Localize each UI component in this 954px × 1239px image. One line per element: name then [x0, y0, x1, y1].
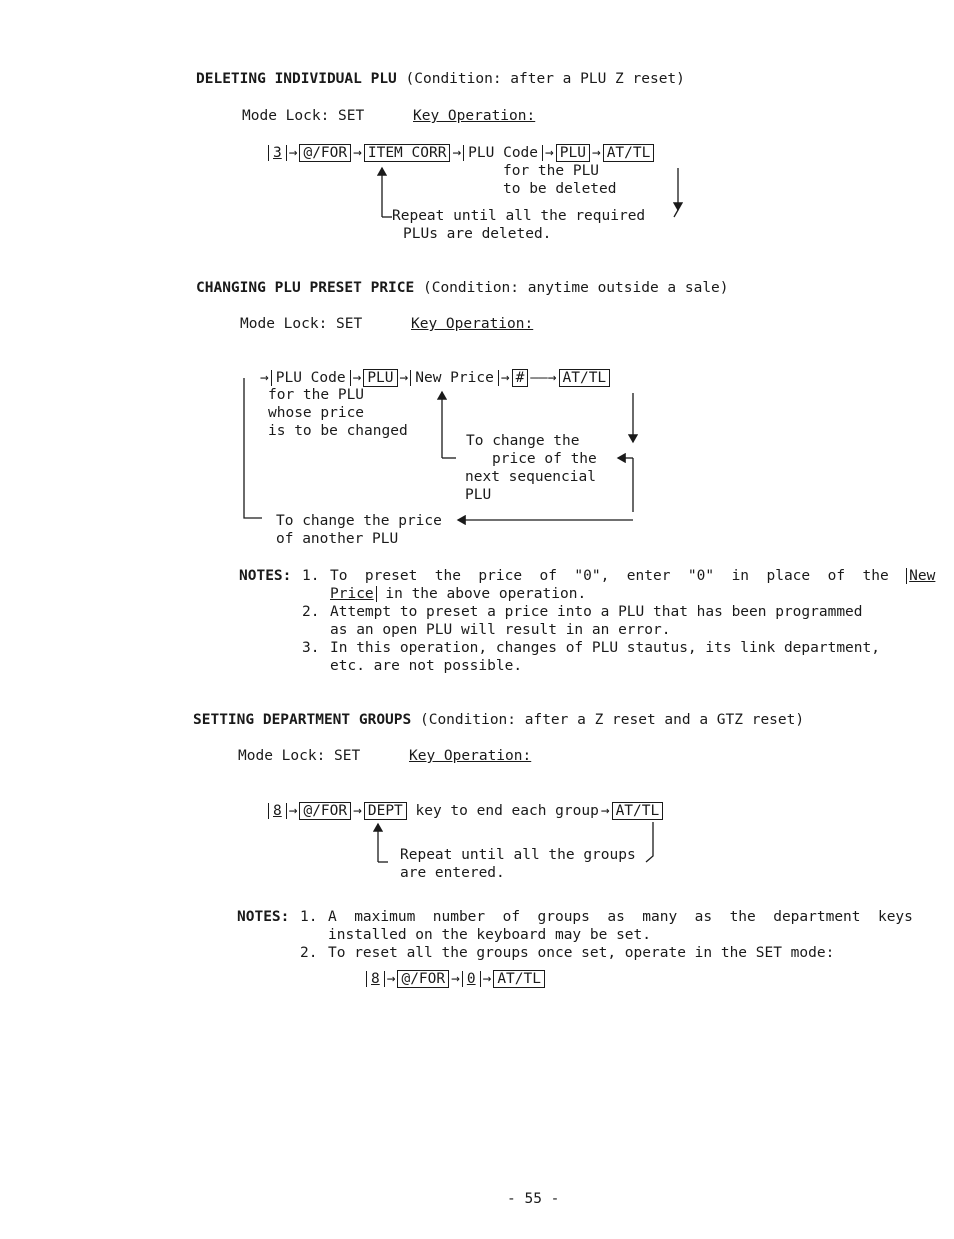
- key-number-3: 3: [268, 145, 287, 161]
- key-plu: PLU: [556, 144, 590, 162]
- note-line: In this operation, changes of PLU stautus, its link department,: [330, 640, 880, 656]
- key-at-tl: AT/TL: [612, 802, 664, 820]
- arrow-right-icon: →: [352, 370, 362, 386]
- input-new-price-ref: New: [906, 568, 935, 584]
- section2-next-2: price of the: [492, 451, 597, 467]
- note-number: 3.: [302, 640, 320, 656]
- note-number: 1.: [302, 568, 320, 584]
- arrow-right-icon: →: [260, 370, 269, 386]
- arrow-right-icon: →: [600, 803, 610, 819]
- section1-title-bold: DELETING INDIVIDUAL PLU: [196, 71, 397, 87]
- key-at-tl: AT/TL: [493, 970, 545, 988]
- group-loop-right-line: [646, 822, 653, 862]
- section2-title-condition: (Condition: anytime outside a sale): [414, 280, 729, 296]
- section2-key-sequence: [258, 368, 610, 388]
- key-number-8: 8: [268, 803, 287, 819]
- section2-key-operation: Key Operation:: [411, 316, 534, 332]
- note-line: A maximum number of groups as many as the department keys: [328, 909, 913, 925]
- note-text: To preset the price of "0", enter "0" in place of the: [330, 568, 907, 584]
- section2-mode-lock: Mode Lock: SET: [240, 316, 363, 332]
- section2-another-1: To change the price: [276, 513, 442, 529]
- key-item-corr: ITEM CORR: [364, 144, 451, 162]
- note-line: installed on the keyboard may be set.: [328, 927, 652, 943]
- section3-title: [193, 711, 804, 729]
- note-line: [330, 585, 586, 603]
- arrow-right-icon: →: [452, 145, 462, 161]
- section3-mode-lock: Mode Lock: SET: [238, 748, 361, 764]
- section3-repeat-1: Repeat until all the groups: [400, 847, 636, 863]
- section1-title-condition: (Condition: after a PLU Z reset): [396, 71, 685, 87]
- note-number: 1.: [300, 909, 318, 925]
- section2-next-4: PLU: [465, 487, 492, 503]
- section1-title: [196, 70, 685, 88]
- input-price-ref: Price: [330, 586, 377, 602]
- key-hash: #: [512, 369, 529, 387]
- arrow-right-icon: →: [451, 971, 460, 987]
- section2-notes-label: NOTES:: [239, 568, 292, 584]
- section2-title-bold: CHANGING PLU PRESET PRICE: [196, 280, 415, 296]
- key-plu: PLU: [363, 369, 397, 387]
- arrow-right-icon: →: [288, 145, 298, 161]
- section3-reset-sequence: [366, 969, 545, 989]
- section2-desc-2: whose price: [268, 405, 365, 421]
- loop-line: [674, 210, 678, 217]
- note-line: Attempt to preset a price into a PLU that has been programmed: [330, 604, 863, 620]
- section3-title-condition: (Condition: after a Z reset and a GTZ reset): [411, 712, 805, 728]
- section2-next-1: To change the: [466, 433, 580, 449]
- input-plu-code: PLU Code: [271, 370, 351, 386]
- section3-key-sequence: [268, 801, 663, 821]
- arrow-right-icon: →: [545, 145, 554, 161]
- arrow-right-icon: →: [399, 370, 409, 386]
- section1-repeat-2: PLUs are deleted.: [403, 226, 552, 242]
- section3-notes-label: NOTES:: [237, 909, 290, 925]
- section3-title-bold: SETTING DEPARTMENT GROUPS: [193, 712, 412, 728]
- section3-repeat-2: are entered.: [400, 865, 505, 881]
- section1-key-operation: Key Operation:: [413, 108, 536, 124]
- section2-title: [196, 279, 729, 297]
- note-text: in the above operation.: [376, 586, 587, 602]
- note-line: To reset all the groups once set, operate in the SET mode:: [328, 945, 835, 961]
- key-at-tl: AT/TL: [603, 144, 655, 162]
- note-line: [330, 567, 935, 585]
- arrow-right-icon: →: [386, 971, 396, 987]
- input-new-price: New Price: [410, 370, 499, 386]
- key-number-0: 0: [462, 971, 481, 987]
- key-dept: DEPT: [364, 802, 407, 820]
- section2-next-3: next sequencial: [465, 469, 596, 485]
- page-number: - 55 -: [507, 1191, 560, 1207]
- key-at-for: @/FOR: [299, 144, 351, 162]
- section2-another-2: of another PLU: [276, 531, 399, 547]
- section1-plu-desc-1: for the PLU: [503, 163, 600, 179]
- section1-repeat-1: Repeat until all the required: [392, 208, 646, 224]
- section3-key-end-text: key to end each group: [406, 803, 599, 819]
- section3-key-operation: Key Operation:: [409, 748, 532, 764]
- section2-desc-3: is to be changed: [268, 423, 408, 439]
- section1-key-sequence: [268, 143, 654, 163]
- note-line: as an open PLU will result in an error.: [330, 622, 671, 638]
- key-at-for: @/FOR: [397, 970, 449, 988]
- input-plu-code: PLU Code: [463, 145, 543, 161]
- note-line: etc. are not possible.: [330, 658, 523, 674]
- note-number: 2.: [302, 604, 320, 620]
- arrow-right-icon: →: [500, 370, 510, 386]
- key-number-8: 8: [366, 971, 385, 987]
- key-at-for: @/FOR: [299, 802, 351, 820]
- section1-plu-desc-2: to be deleted: [503, 181, 617, 197]
- arrow-right-icon: →: [591, 145, 601, 161]
- arrow-right-icon: →: [482, 971, 492, 987]
- arrow-right-icon: ——→: [530, 370, 557, 386]
- section1-mode-lock: Mode Lock: SET: [242, 108, 365, 124]
- key-at-tl: AT/TL: [559, 369, 611, 387]
- outer-loop-line: [244, 378, 262, 518]
- note-number: 2.: [300, 945, 318, 961]
- arrow-right-icon: →: [353, 803, 362, 819]
- section2-desc-1: for the PLU: [268, 387, 365, 403]
- arrow-right-icon: →: [288, 803, 298, 819]
- arrow-right-icon: →: [353, 145, 362, 161]
